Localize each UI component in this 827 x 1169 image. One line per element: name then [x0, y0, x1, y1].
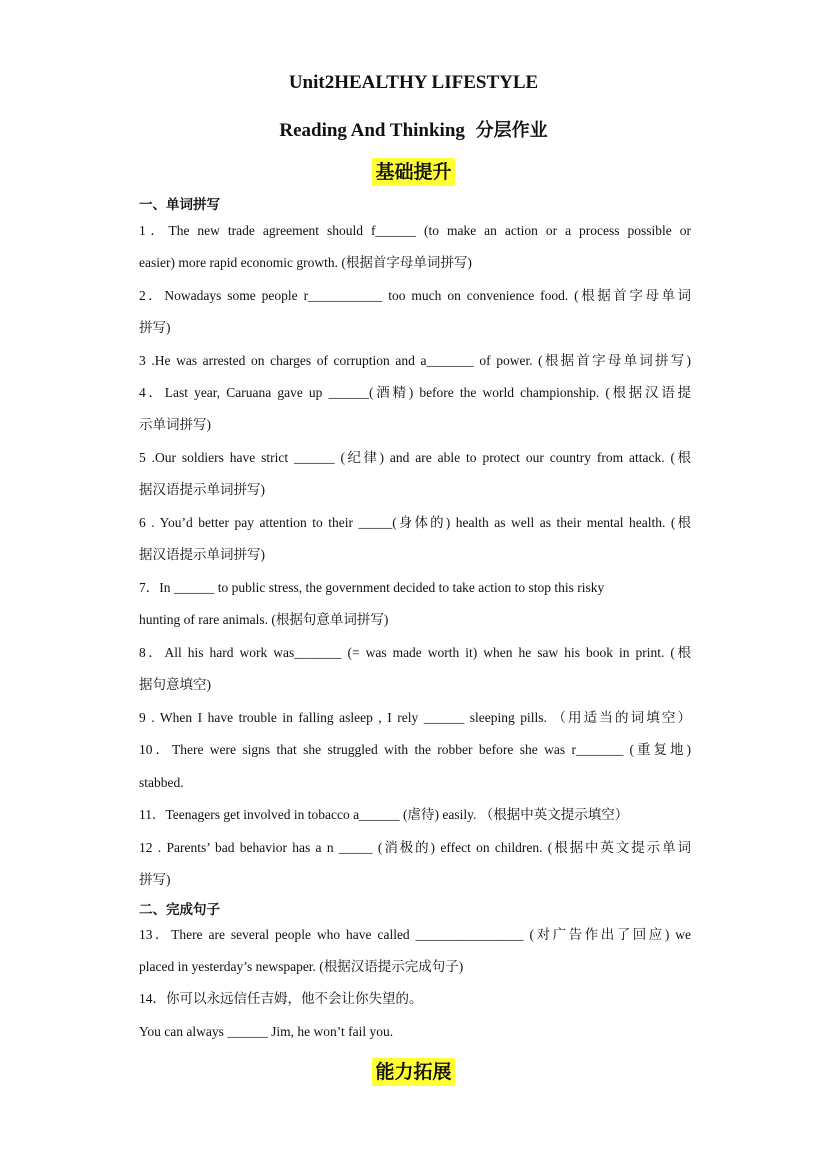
level1-label: 基础提升: [372, 158, 454, 186]
question-line: 11．Teenagers get involved in tobacco a______ (虐待) easily. （根据中英文提示填空）: [139, 807, 629, 822]
question-line: 9 . When I have trouble in falling asleep , I rely ______ sleeping pills. （用适当的词填空）: [139, 710, 691, 725]
level-heading-basic: [0, 158, 827, 186]
question-line: You can always ______ Jim, he won’t fail you.: [139, 1024, 394, 1039]
subtitle-cn: 分层作业: [475, 120, 548, 141]
question-line: 拼写): [139, 872, 171, 887]
question-line: placed in yesterday’s newspaper. (根据汉语提示完成句子): [139, 959, 464, 974]
subtitle-en: Reading And Thinking: [279, 120, 465, 141]
question-line: 14．你可以永远信任吉姆，他不会让你失望的。: [139, 991, 423, 1006]
question-line: 据句意填空): [139, 677, 211, 692]
level-heading-extension: [0, 1058, 827, 1086]
question-line: 1．The new trade agreement should f______ (to make an action or a process possible or: [139, 223, 691, 238]
question-line: easier) more rapid economic growth. (根据首字母单词拼写): [139, 255, 472, 270]
question-line: 2．Nowadays some people r___________ too much on convenience food. (根据首字母单词: [139, 288, 691, 303]
question-line: 示单词拼写): [139, 417, 211, 432]
question-line: 8．All his hard work was_______ (= was made worth it) when he saw his book in print. (根: [139, 645, 691, 660]
section-heading-spelling: 一、单词拼写: [139, 197, 220, 213]
question-line: 7．In ______ to public stress, the government decided to take action to stop this risky: [139, 580, 605, 595]
question-line: 拼写): [139, 320, 171, 335]
question-line: stabbed.: [139, 775, 184, 790]
page-title: Unit2HEALTHY LIFESTYLE: [288, 72, 539, 93]
question-line: 据汉语提示单词拼写): [139, 482, 265, 497]
question-line: 3 .He was arrested on charges of corruption and a_______ of power. (根据首字母单词拼写): [139, 353, 691, 368]
page-subtitle: [0, 116, 827, 142]
question-line: 据汉语提示单词拼写): [139, 547, 265, 562]
question-line: 4．Last year, Caruana gave up ______(酒精) before the world championship. (根据汉语提: [139, 385, 691, 400]
question-line: hunting of rare animals. (根据句意单词拼写): [139, 612, 389, 627]
section-heading-sentences: 二、完成句子: [139, 902, 220, 918]
question-line: 13．There are several people who have called ________________ (对广告作出了回应) we: [139, 927, 691, 942]
question-line: 12 . Parents’ bad behavior has a n _____ (消极的) effect on children. (根据中英文提示单词: [139, 840, 691, 855]
question-line: 10．There were signs that she struggled with the robber before she was r_______ (重复地): [139, 742, 691, 757]
question-line: 5 .Our soldiers have strict ______ (纪律) and are able to protect our country from attack. (根: [139, 450, 691, 465]
level2-label: 能力拓展: [372, 1058, 454, 1086]
question-line: 6 . You’d better pay attention to their _____(身体的) health as well as their mental health. (根: [139, 515, 691, 530]
